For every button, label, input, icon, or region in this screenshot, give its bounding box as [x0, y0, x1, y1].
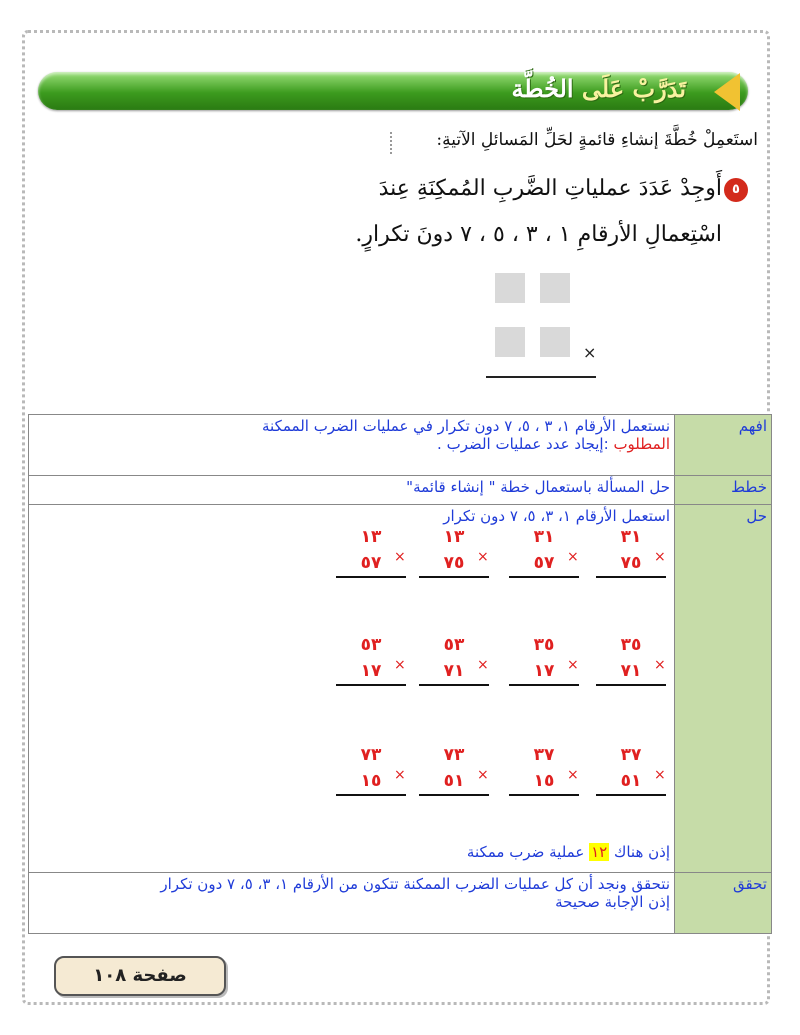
- label-understand: افهم: [675, 415, 772, 476]
- multiplier: ٧١: [443, 660, 465, 681]
- multiplicand: ٧٣: [443, 744, 465, 765]
- question-number-badge: ٥: [724, 178, 748, 202]
- result-line: [419, 794, 489, 796]
- times-sign: ×: [394, 548, 406, 565]
- dotted-divider: [390, 132, 392, 154]
- page-label: صفحة: [132, 965, 187, 986]
- instruction-text: استَعمِلْ خُطَّةَ إنشاءِ قائمةٍ لحَلِّ المَسائلِ الآتيةِ:: [436, 130, 758, 150]
- question-line-2: اسْتِعمالِ الأرقامِ ١ ، ٣ ، ٥ ، ٧ دونَ تكرارٍ.: [355, 222, 722, 247]
- digit-placeholder-box: [540, 327, 570, 357]
- multiplier: ٥١: [443, 770, 465, 791]
- multiplication-problem: [336, 527, 406, 578]
- practice-banner: [38, 72, 748, 110]
- multiplicand: ٣٧: [620, 744, 642, 765]
- multiplication-problem: [509, 745, 579, 796]
- question-line-1: أَوجِدْ عَدَدَ عملياتِ الضَّربِ المُمكِنَةِ عِندَ: [378, 176, 722, 201]
- plan-table: [28, 414, 772, 934]
- multiplication-problem: [419, 527, 489, 578]
- times-sign: ×: [477, 656, 489, 673]
- result-line: [509, 794, 579, 796]
- label-plan: خطط: [675, 476, 772, 504]
- result-line: [336, 684, 406, 686]
- row-plan: [29, 476, 772, 504]
- multiplier: ٥٧: [533, 552, 555, 573]
- result-line: [509, 684, 579, 686]
- row-solve: [29, 504, 772, 872]
- multiplier: ١٧: [533, 660, 555, 681]
- banner-title: [512, 74, 686, 103]
- multiplication-problem: [596, 745, 666, 796]
- multiplication-problem: [596, 635, 666, 686]
- triangle-arrow-icon: [714, 73, 740, 111]
- multiplication-problem: [419, 745, 489, 796]
- page-number-box: [54, 956, 226, 996]
- multiplier: ٧٥: [620, 552, 642, 573]
- times-sign: ×: [394, 656, 406, 673]
- solve-conclusion: [467, 843, 670, 861]
- conclusion-pre: إذن هناك: [613, 842, 670, 861]
- digit-placeholder-box: [495, 273, 525, 303]
- multiplicand: ١٣: [443, 526, 465, 547]
- required-label: المطلوب: [613, 435, 670, 453]
- multiplicand: ٣٥: [533, 634, 555, 655]
- multiplication-problem: [509, 527, 579, 578]
- multiplicand: ٥٣: [443, 634, 465, 655]
- banner-title-sub: الخُطَّة: [511, 74, 574, 103]
- result-line: [419, 576, 489, 578]
- understand-line-2: [33, 435, 670, 453]
- result-line: [336, 576, 406, 578]
- multiplicand: ٧٣: [360, 744, 382, 765]
- understand-line-1: نستعمل الأرقام ١، ٣ ، ٥، ٧ دون تكرار في عمليات الضرب الممكنة: [262, 417, 670, 435]
- times-sign: ×: [654, 656, 666, 673]
- check-line-1: نتحقق ونجد أن كل عمليات الضرب الممكنة تتكون من الأرقام ١، ٣، ٥، ٧ دون تكرار: [160, 874, 670, 893]
- multiplier: ١٥: [533, 770, 555, 791]
- result-line: [336, 794, 406, 796]
- label-check: تحقق: [675, 872, 772, 933]
- multiplicand: ٣٧: [533, 744, 555, 765]
- multiplier: ٥٧: [360, 552, 382, 573]
- times-sign: ×: [654, 548, 666, 565]
- plan-text: حل المسألة باستعمال خطة " إنشاء قائمة": [29, 476, 675, 504]
- multiplicand: ٣١: [533, 526, 555, 547]
- multiplication-problem: [336, 635, 406, 686]
- result-line: [596, 684, 666, 686]
- multiplication-sign: ×: [583, 343, 597, 362]
- multiplier: ٧١: [620, 660, 642, 681]
- multiplication-problem: [509, 635, 579, 686]
- required-text: :إيجاد عدد عمليات الضرب .: [437, 435, 609, 453]
- result-line: [509, 576, 579, 578]
- multiplication-problem: [419, 635, 489, 686]
- digit-placeholder-box: [540, 273, 570, 303]
- banner-title-main: تَدَرَّبْ عَلَى: [581, 74, 686, 103]
- multiplier: ١٥: [360, 770, 382, 791]
- multiplicand: ١٣: [360, 526, 382, 547]
- result-line: [419, 684, 489, 686]
- cell-understand: [29, 415, 675, 476]
- result-line: [596, 794, 666, 796]
- multiplicand: ٥٣: [360, 634, 382, 655]
- conclusion-post: عملية ضرب ممكنة: [466, 842, 585, 861]
- multiplicand: ٣٥: [620, 634, 642, 655]
- cell-solve: [29, 504, 675, 872]
- multiplier: ٥١: [620, 770, 642, 791]
- check-line-2: إذن الإجابة صحيحة: [555, 892, 670, 911]
- times-sign: ×: [477, 548, 489, 565]
- times-sign: ×: [394, 766, 406, 783]
- page-number: ١٠٨: [93, 965, 127, 986]
- label-solve: حل: [675, 504, 772, 872]
- times-sign: ×: [567, 766, 579, 783]
- solve-intro: استعمل الأرقام ١، ٣، ٥، ٧ دون تكرار: [443, 506, 670, 525]
- multiplier: ٧٥: [443, 552, 465, 573]
- cell-check: [29, 872, 675, 933]
- times-sign: ×: [477, 766, 489, 783]
- multiplicand: ٣١: [620, 526, 642, 547]
- multiplication-problem: [596, 527, 666, 578]
- result-line: [596, 576, 666, 578]
- digit-placeholder-box: [495, 327, 525, 357]
- times-sign: ×: [567, 548, 579, 565]
- multiplication-problem: [336, 745, 406, 796]
- answer-underline: [486, 376, 596, 378]
- multiplier: ١٧: [360, 660, 382, 681]
- conclusion-count: ١٢: [591, 842, 608, 861]
- times-sign: ×: [654, 766, 666, 783]
- times-sign: ×: [567, 656, 579, 673]
- row-understand: [29, 415, 772, 476]
- row-check: [29, 872, 772, 933]
